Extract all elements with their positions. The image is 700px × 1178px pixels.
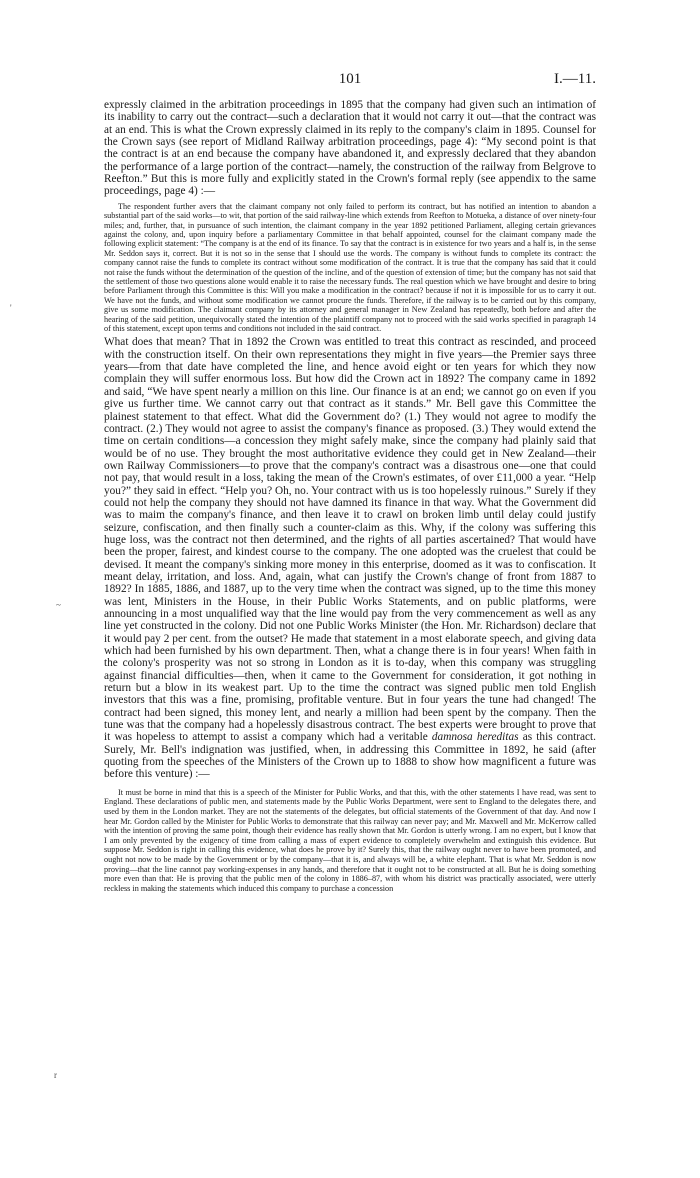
quoted-crown-reply: The respondent further avers that the claimant company not only failed to perform its contract, but has notified an intention to abandon a substantial part of the said works—to wit, that portion of the said railway-line which extends from Reefton to Motueka, a distance of over ninety-four miles; and, further, that, in pursuance of such intention, the claimant company in the year 1892 petitioned Parliament, alleging certain grievances against the colony, and, upon inquiry before a parliamentary Committee in that behalf appointed, counsel for the claimant company made the following explicit statement: “The company is at the end of its finance. To say that the contract is in existence for two years and a half is, in the sense Mr. Seddon says it, correct. But it is not so in the sense that I should use the words. The company is without funds to complete its contract: the company cannot raise the funds to complete its contract without some modification of the contract. It is true that the company has said that it could not raise the funds without the determination of the question of the incline, and of the question of extension of time; but the company has not said that the settlement of those two questions alone would enable it to raise the necessary funds. The real question which we have brought and desire to bring before Parliament through this Committee is this: Will you make a modification in the contract? because if not it is impossible for us to carry it out. We have not the funds, and without some modification we cannot procure the funds. Therefore, if the railway is to be carried out by this company, give us some modification. The claimant company by its attorney and general manager in New Zealand has repeatedly, both before and after the hearing of the said petition, unequivocally stated the intention of the plaintiff company not to proceed with the said works specified in paragraph 14 of this statement, except upon terms and conditions not included in the said contract. — [104, 201, 596, 334]
body-text — [104, 99, 596, 893]
paragraph-arbitration-claim: expressly claimed in the arbitration proceedings in 1895 that the company had given such an intimation of its inability to carry out the contract—such a declaration that it would not carry it out—that the contract was at an end. This is what the Crown expressly claimed in its reply to the company's claim in 1895. Counsel for the Crown says (see report of Midland Railway arbitration proceedings, page 4): “My second point is that the contract is at an end because the company have abandoned it, and expressly declared that they abandon the performance of a large portion of the contract—namely, the construction of the railway from Belgrove to Reefton.” But this is more fully and explicitly stated in the Crown's formal reply (see appendix to the same proceedings, page 4) :— — [104, 99, 596, 198]
page-number: 101 — [338, 71, 362, 87]
paragraph-crown-conduct-end: as this contract. Surely, Mr. Bell's indignation was justified, when, in addressing this Committee in 1892, he said (after quoting from the speeches of the Ministers of the Crown up to 1888 to show how magnificent a future was before this venture) :— — [104, 731, 596, 781]
margin-mark: ~ — [56, 600, 61, 610]
paragraph-crown-conduct — [104, 336, 596, 780]
document-reference: I.—11. — [554, 71, 596, 87]
latin-phrase: damnosa hereditas — [431, 731, 519, 744]
page-header — [104, 70, 596, 90]
quoted-bell-address: It must be borne in mind that this is a speech of the Minister for Public Works, and that this, with the other statements I have read, was sent to England. These declarations of public men, and statements made by the Public Works Department, were sent to England to the delegates there, and used by them in the London market. They are not the statements of the delegates, but official statements of the Government of that day. And now I hear Mr. Gordon called by the Minister for Public Works to demonstrate that this railway can never pay; and Mr. Maxwell and Mr. McKerrow called with the intention of proving the same point, though their evidence has really shown that Mr. Gordon is utterly wrong. I am no expert, but I know that I am only prevented by the exigency of time from calling a mass of expert evidence to completely overwhelm and extinguish this evidence. But suppose Mr. Seddon is right in calling this evidence, what does he prove by it? Surely this, that the railway ought never to have been promoted, and ought not now to be made by the Government or by the company—that it is, and always will be, a white elephant. That is what Mr. Seddon is now proving—that the line cannot pay working-expenses in any hands, and therefore that it ought not to be constructed at all. But he is doing something more even than that: He is proving that the public men of the colony in 1886–87, with whom his district was practically associated, were utterly reckless in making the statements which induced this company to purchase a concession — [104, 787, 596, 893]
margin-mark: r — [54, 1070, 57, 1080]
margin-mark: ' — [10, 303, 12, 313]
paragraph-crown-conduct-text: What does that mean? That in 1892 the Crown was entitled to treat this contract as rescinded, and proceed with the construction itself. On their own representations they might in five years—the Premier says three years—from that date have completed the line, and hence avoid eight or ten years for which they now complain they will suffer enormous loss. But how did the Crown act in 1892? The company came in 1892 and said, “We have spent nearly a million on this line. Our finance is at an end; we cannot go on even if you give us further time. We cannot carry out that contract as it stands.” Mr. Bell gave this Committee the plainest statement to that effect. What did the Government do? (1.) They would not agree to modify the contract. (2.) They would not agree to assist the company's finance as proposed. (3.) They would extend the time on certain conditions—a concession they might safely make, since the company had plainly said that would be of no use. They brought the most authoritative evidence they could get in New Zealand—their own Railway Commissioners—to prove that the company's contract was a disastrous one—one that could not pay, that would result in a loss, taking the mean of the Crown's estimates, of over £11,000 a year. “Help you?” they said in effect. “Help you? Oh, no. Your contract with us is too hopelessly ruinous.” Surely if they could not help the company they should not have damned its finance in that way. What the Government did was to maim the company's finance, and then leave it to crawl on broken limb until delay could justify seizure, confiscation, and then finally such a counter-claim as this. Why, if the colony was suffering this huge loss, was the contract not then determined, and the rights of all parties ascertained? That would have been the proper, fairest, and kindest course to the company. The one adopted was the cruelest that could be devised. It meant the company's sinking more money in this enterprise, doomed as it was to confiscation. It meant delay, irritation, and loss. And, again, what can justify the Crown's change of front from 1887 to 1892? In 1885, 1886, and 1887, up to the very time when the contract was signed, up to the time this money was lent, Ministers in the House, in their Public Works Statements, and on public platforms, were announcing in a most unqualified way that the line would pay from the very commencement as well as any line yet constructed in the colony. Did not one Public Works Minister (the Hon. Mr. Richardson) declare that it would pay 2 per cent. from the outset? He made that statement in a most elaborate speech, and giving data which had been furnished by his own department. Then, what a change there is in four years! When faith in the colony's prosperity was not so strong in London as it is to-day, when this company was struggling against financial difficulties—then, when it came to the Government for consideration, it got nothing in return but a blow in its weakest part. Up to the time the contract was signed public men told English investors that this was a fine, promising, profitable venture. But in four years the tune had changed! The contract had been signed, this money lent, and nearly a million had been spent by the company. Then the tune was that the company had a hopelessly disastrous contract. The best experts were brought to prove that it was hopeless to attempt to assist a company which had a veritable — [104, 336, 596, 744]
